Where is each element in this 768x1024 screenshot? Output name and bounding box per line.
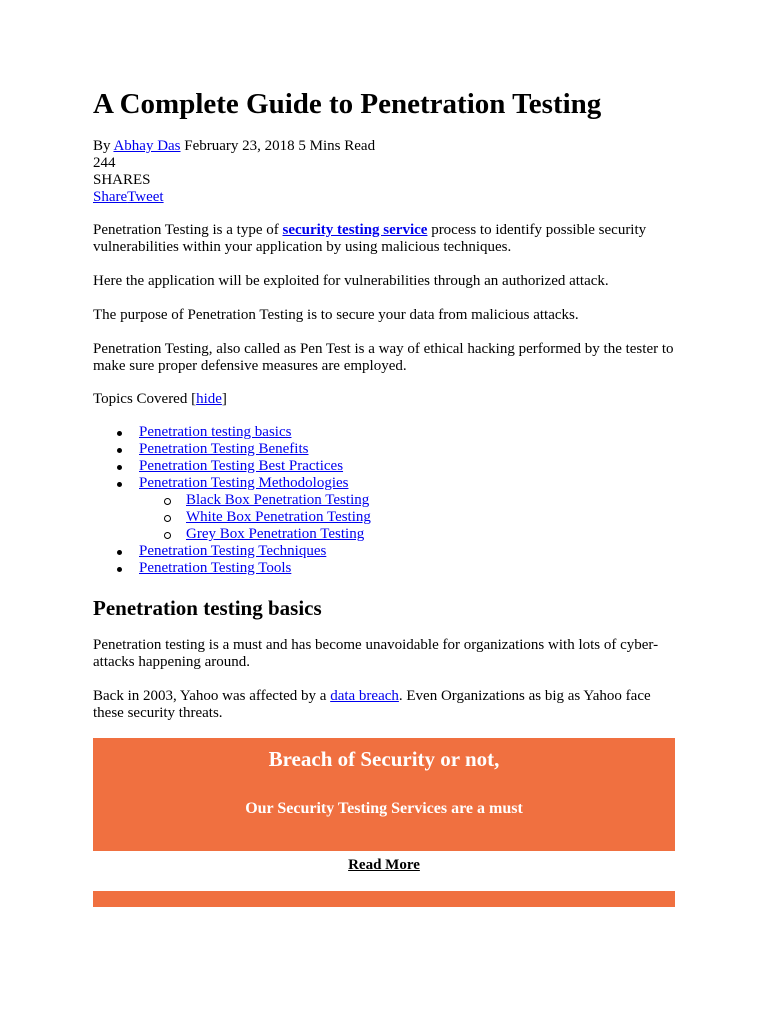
share-link[interactable]: Share: [93, 189, 128, 205]
toc-hide-link[interactable]: hide: [196, 391, 222, 407]
toc-link[interactable]: White Box Penetration Testing: [186, 509, 371, 525]
toc-link[interactable]: Penetration Testing Tools: [139, 560, 292, 576]
section-paragraph-1: Penetration testing is a must and has become unavoidable for organizations with lots of cyber-attacks happening around.: [93, 637, 659, 670]
toc-link[interactable]: Penetration Testing Best Practices: [139, 458, 344, 474]
share-links: [93, 189, 164, 206]
toc-link[interactable]: Penetration Testing Benefits: [139, 441, 309, 457]
intro-p1-text-after: process to identify possible security vulnerabilities within your application by using malicious techniques.: [93, 222, 647, 255]
section-heading: Penetration testing basics: [93, 596, 322, 620]
intro-paragraph-3: The purpose of Penetration Testing is to secure your data from malicious attacks.: [93, 307, 579, 323]
toc-link[interactable]: Grey Box Penetration Testing: [186, 526, 365, 542]
intro-paragraph-1: [93, 222, 676, 256]
bullet-icon: [117, 448, 122, 453]
toc-label: [93, 391, 227, 408]
read-more-link[interactable]: Read More: [348, 857, 420, 873]
toc-list: [93, 424, 676, 577]
toc-item: [93, 543, 676, 560]
cta-title: Breach of Security or not,: [268, 747, 500, 771]
toc-item: [93, 441, 676, 458]
toc-label-after: ]: [221, 391, 227, 407]
toc-item: [93, 560, 676, 577]
toc-item: [93, 475, 676, 492]
bullet-icon: [117, 465, 122, 470]
security-testing-service-link[interactable]: security testing service: [282, 222, 428, 238]
author-link[interactable]: Abhay Das: [113, 138, 181, 154]
byline: [93, 138, 375, 155]
shares-label: SHARES: [93, 172, 151, 188]
bullet-icon: [117, 482, 122, 487]
toc-link[interactable]: Penetration Testing Techniques: [139, 543, 327, 559]
cta-banner: [93, 738, 675, 851]
circle-bullet-icon: [164, 532, 171, 539]
toc-item: [93, 424, 676, 441]
orange-divider: [93, 891, 675, 907]
shares-count: 244: [93, 155, 116, 171]
section-p2-text-after: . Even Organizations as big as Yahoo face these security threats.: [93, 688, 651, 721]
read-more: [93, 856, 675, 874]
intro-paragraph-4: Penetration Testing, also called as Pen Test is a way of ethical hacking performed by the tester to make sure proper defensive measures are employed.: [93, 341, 674, 374]
toc-subitem: [93, 492, 676, 509]
cta-subtitle: Our Security Testing Services are a must: [245, 800, 523, 817]
section-paragraph-2: [93, 688, 676, 722]
toc-subitem: [93, 526, 676, 543]
article-title: A Complete Guide to Penetration Testing: [93, 88, 602, 120]
bullet-icon: [117, 550, 122, 555]
toc-link[interactable]: Penetration testing basics: [139, 424, 292, 440]
circle-bullet-icon: [164, 515, 171, 522]
intro-p1-text-before: Penetration Testing is a type of: [93, 222, 283, 238]
intro-paragraph-2: Here the application will be exploited for vulnerabilities through an authorized attack.: [93, 273, 609, 289]
toc-subitem: [93, 509, 676, 526]
bullet-icon: [117, 431, 122, 436]
byline-date-read: February 23, 2018 5 Mins Read: [184, 138, 376, 154]
byline-by: By: [93, 138, 111, 154]
toc-label-before: Topics Covered [: [93, 391, 197, 407]
tweet-link[interactable]: Tweet: [127, 189, 164, 205]
toc-link[interactable]: Black Box Penetration Testing: [186, 492, 370, 508]
toc-link[interactable]: Penetration Testing Methodologies: [139, 475, 349, 491]
toc-item: [93, 458, 676, 475]
data-breach-link[interactable]: data breach: [330, 688, 399, 704]
section-p2-text-before: Back in 2003, Yahoo was affected by a: [93, 688, 331, 704]
circle-bullet-icon: [164, 498, 171, 505]
bullet-icon: [117, 567, 122, 572]
